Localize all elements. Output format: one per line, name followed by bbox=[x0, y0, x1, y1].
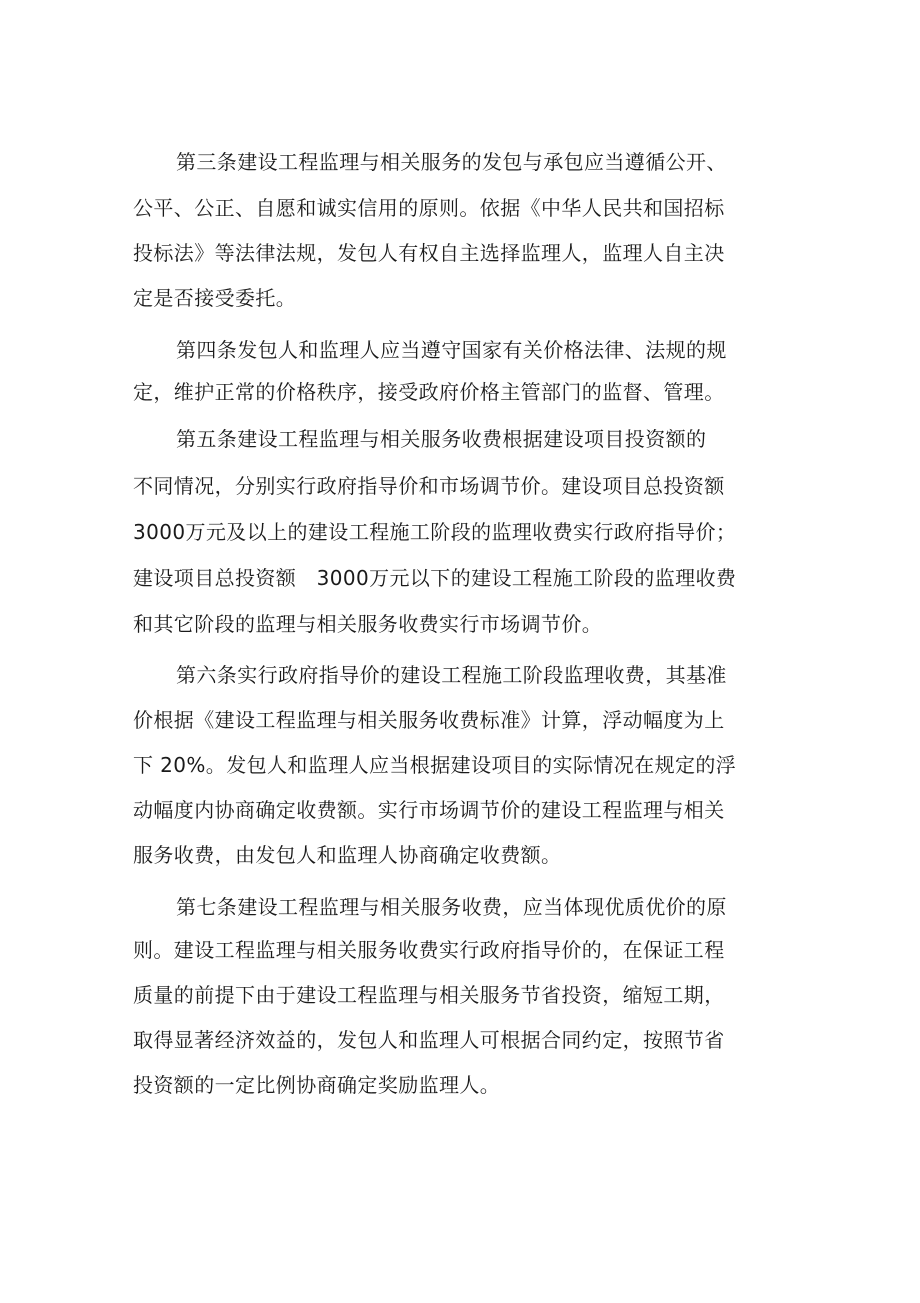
paragraph-line: 公平、公正、自愿和诚实信用的原则。依据《中华人民共和国招标 bbox=[133, 196, 725, 220]
paragraph-line: 第三条建设工程监理与相关服务的发包与承包应当遵循公开、 bbox=[176, 150, 727, 174]
paragraph-line: 质量的前提下由于建设工程监理与相关服务节省投资，缩短工期， bbox=[133, 983, 725, 1007]
paragraph-line: 3000万元及以上的建设工程施工阶段的监理收费实行政府指导价； bbox=[133, 520, 737, 544]
paragraph-line: 和其它阶段的监理与相关服务收费实行市场调节价。 bbox=[133, 612, 603, 636]
paragraph-line: 建设项目总投资额 3000万元以下的建设工程施工阶段的监理收费 bbox=[133, 566, 737, 590]
paragraph-line: 定是否接受委托。 bbox=[133, 286, 297, 310]
paragraph-line: 第七条建设工程监理与相关服务收费，应当体现优质优价的原 bbox=[176, 895, 727, 919]
paragraph-line: 第四条发包人和监理人应当遵守国家有关价格法律、法规的规 bbox=[176, 338, 727, 362]
paragraph-line: 服务收费，由发包人和监理人协商确定收费额。 bbox=[133, 843, 562, 867]
paragraph-line: 第五条建设工程监理与相关服务收费根据建设项目投资额的 bbox=[176, 427, 707, 451]
paragraph-line: 则。建设工程监理与相关服务收费实行政府指导价的，在保证工程 bbox=[133, 938, 725, 962]
paragraph-line: 定，维护正常的价格秩序，接受政府价格主管部门的监督、管理。 bbox=[133, 380, 725, 404]
paragraph-line: 动幅度内协商确定收费额。实行市场调节价的建设工程监理与相关 bbox=[133, 798, 725, 822]
paragraph-line: 取得显著经济效益的，发包人和监理人可根据合同约定，按照节省 bbox=[133, 1028, 725, 1052]
paragraph-line: 价根据《建设工程监理与相关服务收费标准》计算，浮动幅度为上 bbox=[133, 708, 725, 732]
paragraph-line: 不同情况，分别实行政府指导价和市场调节价。建设项目总投资额 bbox=[133, 474, 725, 498]
paragraph-line: 第六条实行政府指导价的建设工程施工阶段监理收费，其基准 bbox=[176, 663, 727, 687]
paragraph-line: 投资额的一定比例协商确定奖励监理人。 bbox=[133, 1073, 501, 1097]
paragraph-line: 投标法》等法律法规，发包人有权自主选择监理人，监理人自主决 bbox=[133, 241, 725, 265]
paragraph-line: 下 20%。发包人和监理人应当根据建设项目的实际情况在规定的浮 bbox=[133, 753, 737, 777]
